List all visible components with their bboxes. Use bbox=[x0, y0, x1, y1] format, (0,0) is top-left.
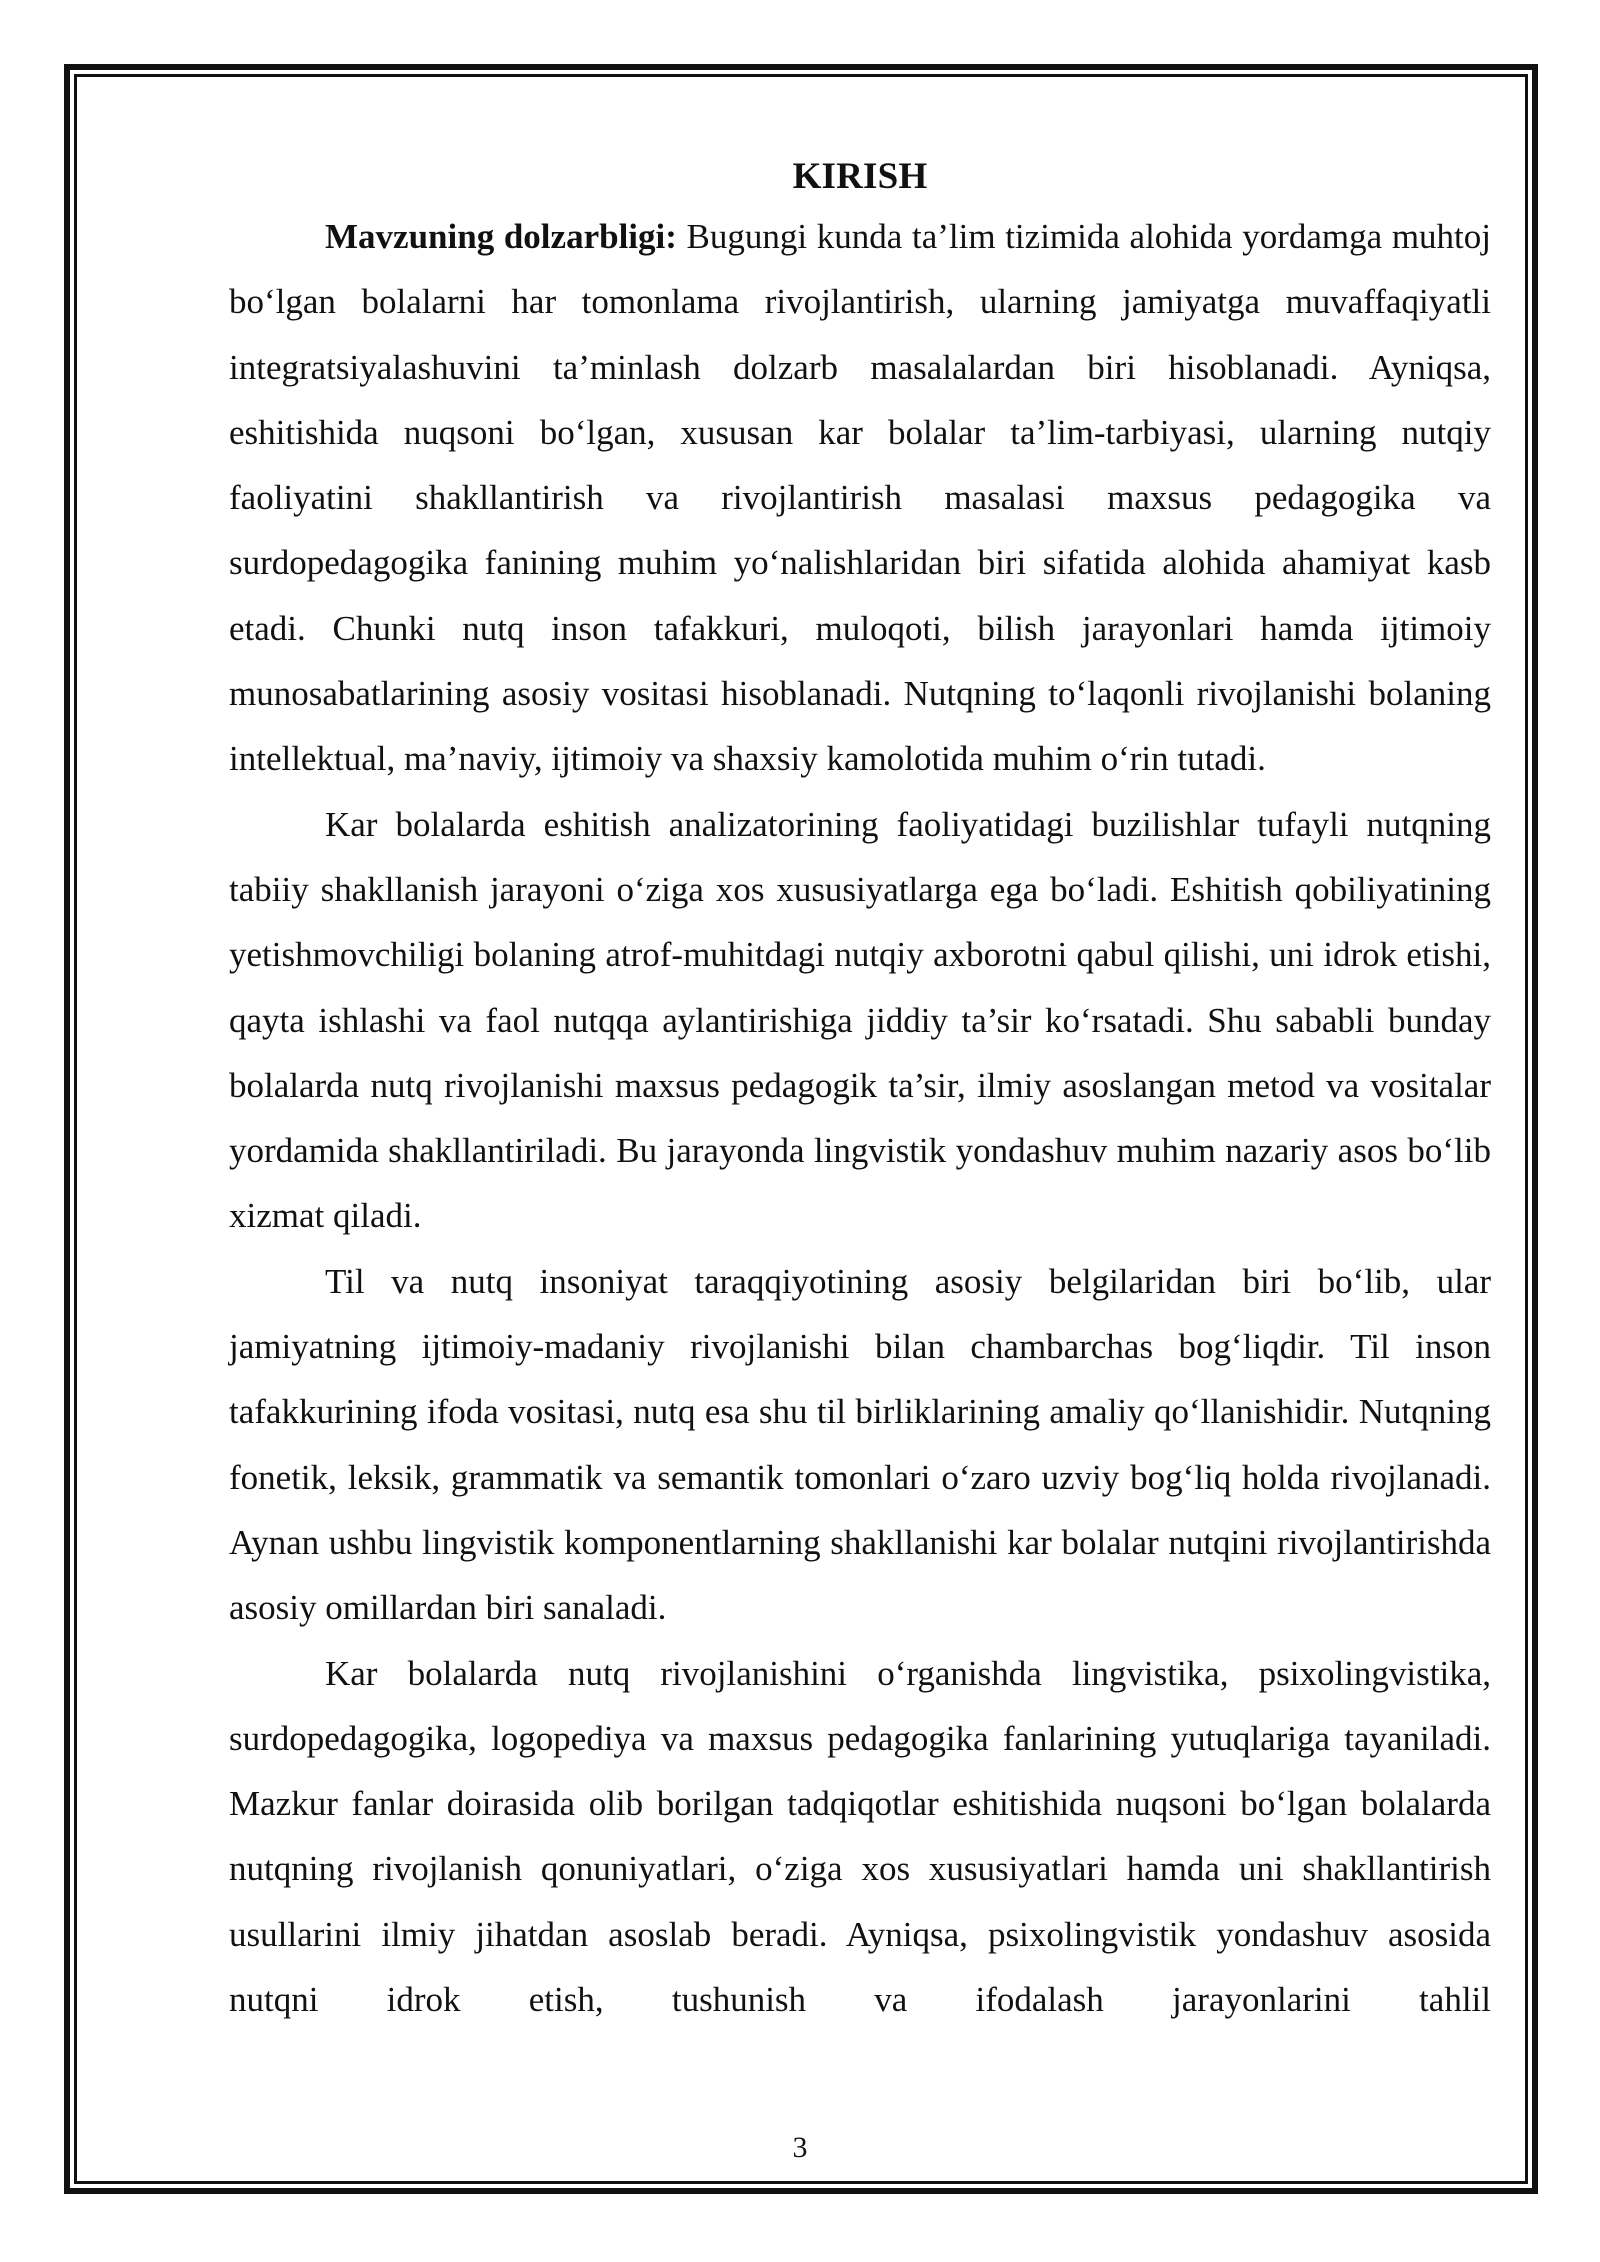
paragraph-3 bbox=[229, 1249, 1491, 1641]
page-number: 3 bbox=[792, 2131, 808, 2164]
paragraph-text: Til va nutq insoniyat taraqqiyotining asosiy belgilaridan biri bo‘lib, ular jamiyatning ijtimoiy-madaniy rivojlanishi bilan chambarchas bog‘liqdir. Til inson tafakkurining ifoda vositasi, nutq esa shu til birliklarining amaliy qo‘llanishidir. Nutqning fonetik, leksik, grammatik va semantik tomonlari o‘zaro uzviy bog‘liq holda rivojlanadi. Aynan ushbu lingvistik komponentlarning shakllanishi kar bolalar nutqini rivojlantirishda asosiy omillardan biri sanaladi. bbox=[229, 1261, 1491, 1628]
paragraph-lead: Mavzuning dolzarbligi: bbox=[325, 217, 677, 256]
paragraph-text: Kar bolalarda eshitish analizatorining faoliyatidagi buzilishlar tufayli nutqning tabiiy shakllanish jarayoni o‘ziga xos xususiyatlarga ega bo‘ladi. Eshitish qobiliyatining yetishmovchiligi bolaning atrof-muhitdagi nutqiy axborotni qabul qilishi, uni idrok etishi, qayta ishlashi va faol nutqqa aylantirishiga jiddiy ta’sir ko‘rsatadi. Shu sababli bunday bolalarda nutq rivojlanishi maxsus pedagogik ta’sir, ilmiy asoslangan metod va vositalar yordamida shakllantiriladi. Bu jarayonda lingvistik yondashuv muhim nazariy asos bo‘lib xizmat qiladi. bbox=[229, 804, 1491, 1236]
paragraph-2 bbox=[229, 792, 1491, 1249]
paragraph-1 bbox=[229, 204, 1491, 792]
section-heading: KIRISH bbox=[792, 156, 928, 197]
paragraph-text: Kar bolalarda nutq rivojlanishini o‘rganishda lingvistika, psixolingvistika, surdopedagogika, logopediya va maxsus pedagogika fanlarining yutuqlariga tayaniladi. Mazkur fanlar doirasida olib borilgan tadqiqotlar eshitishida nuqsoni bo‘lgan bolalarda nutqning rivojlanish qonuniyatlari, o‘ziga xos xususiyatlari hamda uni shakllantirish usullarini ilmiy jihatdan asoslab beradi. Ayniqsa, psixolingvistik yondashuv asosida nutqni idrok etish, tushunish va ifodalash jarayonlarini tahlil bbox=[229, 1653, 1491, 2020]
page-body bbox=[229, 150, 1491, 2032]
paragraph-text: Bugungi kunda ta’lim tizimida alohida yordamga muhtoj bo‘lgan bolalarni har tomonlama rivojlantirish, ularning jamiyatga muvaffaqiyatli integratsiyalashuvini ta’minlash dolzarb masalalardan biri hisoblanadi. Ayniqsa, eshitishida nuqsoni bo‘lgan, xususan kar bolalar ta’lim-tarbiyasi, ularning nutqiy faoliyatini shakllantirish va rivojlantirish masalasi maxsus pedagogika va surdopedagogika fanining muhim yo‘nalishlaridan biri sifatida alohida ahamiyat kasb etadi. Chunki nutq inson tafakkuri, muloqoti, bilish jarayonlari hamda ijtimoiy munosabatlarining asosiy vositasi hisoblanadi. Nutqning to‘laqonli rivojlanishi bolaning intellektual, ma’naviy, ijtimoiy va shaxsiy kamolotida muhim o‘rin tutadi. bbox=[229, 217, 1491, 779]
paragraph-4 bbox=[229, 1641, 1491, 2033]
